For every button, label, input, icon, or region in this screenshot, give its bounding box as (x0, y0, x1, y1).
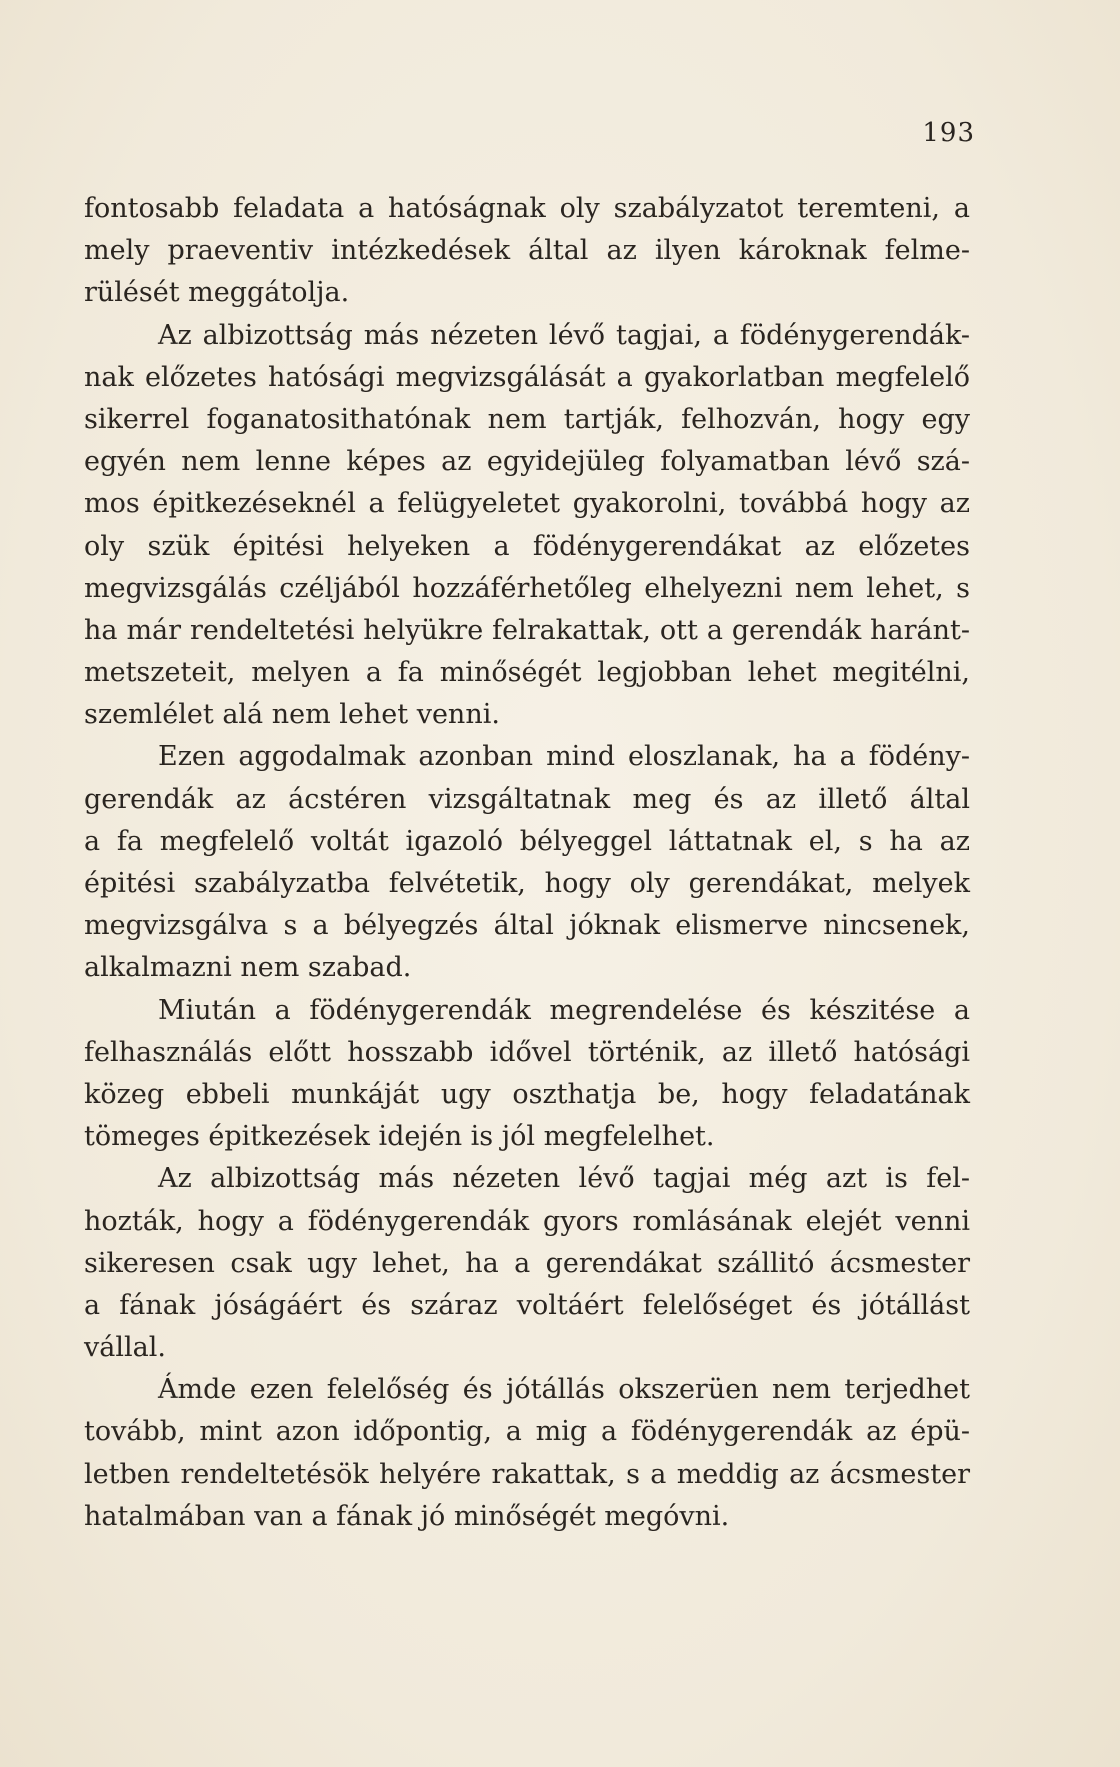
text-line: letben rendeltetésök helyére rakattak, s a meddig az ácsmester (84, 1458, 970, 1490)
text-line: alkalmazni nem szabad. (84, 952, 412, 984)
text-line: közeg ebbeli munkáját ugy oszthatja be, hogy feladatának (84, 1078, 970, 1110)
text-line: vállal. (84, 1332, 166, 1364)
paragraph (84, 1369, 970, 1538)
text-line: hozták, hogy a födénygerendák gyors romlásának elejét venni (84, 1205, 970, 1237)
text-line: Ezen aggodalmak azonban mind eloszlanak, ha a födény- (158, 741, 970, 773)
text-line: sikeresen csak ugy lehet, ha a gerendákat szállitó ácsmester (84, 1247, 970, 1279)
text-line: megvizsgálás czéljából hozzáférhetőleg elhelyezni nem lehet, s (84, 572, 970, 604)
text-line: nak előzetes hatósági megvizsgálását a gyakorlatban megfelelő (84, 361, 970, 393)
page-number: 193 (922, 118, 975, 148)
paragraph (84, 188, 970, 315)
text-line: metszeteit, melyen a fa minőségét legjobban lehet megitélni, (84, 657, 970, 689)
text-line: Az albizottság más nézeten lévő tagjai, a födénygerendák- (158, 319, 970, 351)
text-line: felhasználás előtt hosszabb idővel történik, az illető hatósági (84, 1036, 970, 1068)
text-line: szemlélet alá nem lehet venni. (84, 699, 500, 731)
paragraph (84, 736, 970, 989)
paragraph (84, 1158, 970, 1369)
text-line: a fa megfelelő voltát igazoló bélyeggel láttatnak el, s ha az (84, 825, 970, 857)
text-line: épitési szabályzatba felvétetik, hogy oly gerendákat, melyek (84, 868, 970, 899)
text-line: a fának jóságáért és száraz voltáért felelőséget és jótállást (84, 1289, 970, 1321)
text-line: Az albizottság más nézeten lévő tagjai még azt is fel- (158, 1163, 970, 1195)
text-line: rülését meggátolja. (84, 277, 350, 309)
text-line: sikerrel foganatosithatónak nem tartják, felhozván, hogy egy (84, 403, 970, 435)
text-line: tovább, mint azon időpontig, a mig a födénygerendák az épü- (84, 1416, 970, 1448)
text-line: mos épitkezéseknél a felügyeletet gyakorolni, továbbá hogy az (84, 488, 970, 520)
text-line: mely praeventiv intézkedések által az ilyen károknak felme- (84, 235, 970, 267)
text-line: fontosabb feladata a hatóságnak oly szabályzatot teremteni, a (84, 193, 970, 224)
text-line: egyén nem lenne képes az egyidejüleg folyamatban lévő szá- (84, 446, 970, 478)
paragraph (84, 990, 970, 1159)
text-line: Miután a födénygerendák megrendelése és készitése a (158, 994, 970, 1026)
text-line: megvizsgálva s a bélyegzés által jóknak elismerve nincsenek, (84, 910, 970, 942)
text-line: Ámde ezen felelőség és jótállás okszerüen nem terjedhet (158, 1374, 970, 1406)
text-line: ha már rendeltetési helyükre felrakattak, ott a gerendák haránt- (84, 614, 970, 646)
paragraph (84, 315, 970, 737)
text-line: gerendák az ácstéren vizsgáltatnak meg és az illető által (84, 783, 970, 815)
body-text (84, 188, 970, 1538)
text-line: hatalmában van a fának jó minőségét megóvni. (84, 1500, 730, 1532)
text-line: oly szük épitési helyeken a födénygerendákat az előzetes (84, 530, 970, 562)
text-line: tömeges épitkezések idején is jól megfelelhet. (84, 1121, 715, 1153)
